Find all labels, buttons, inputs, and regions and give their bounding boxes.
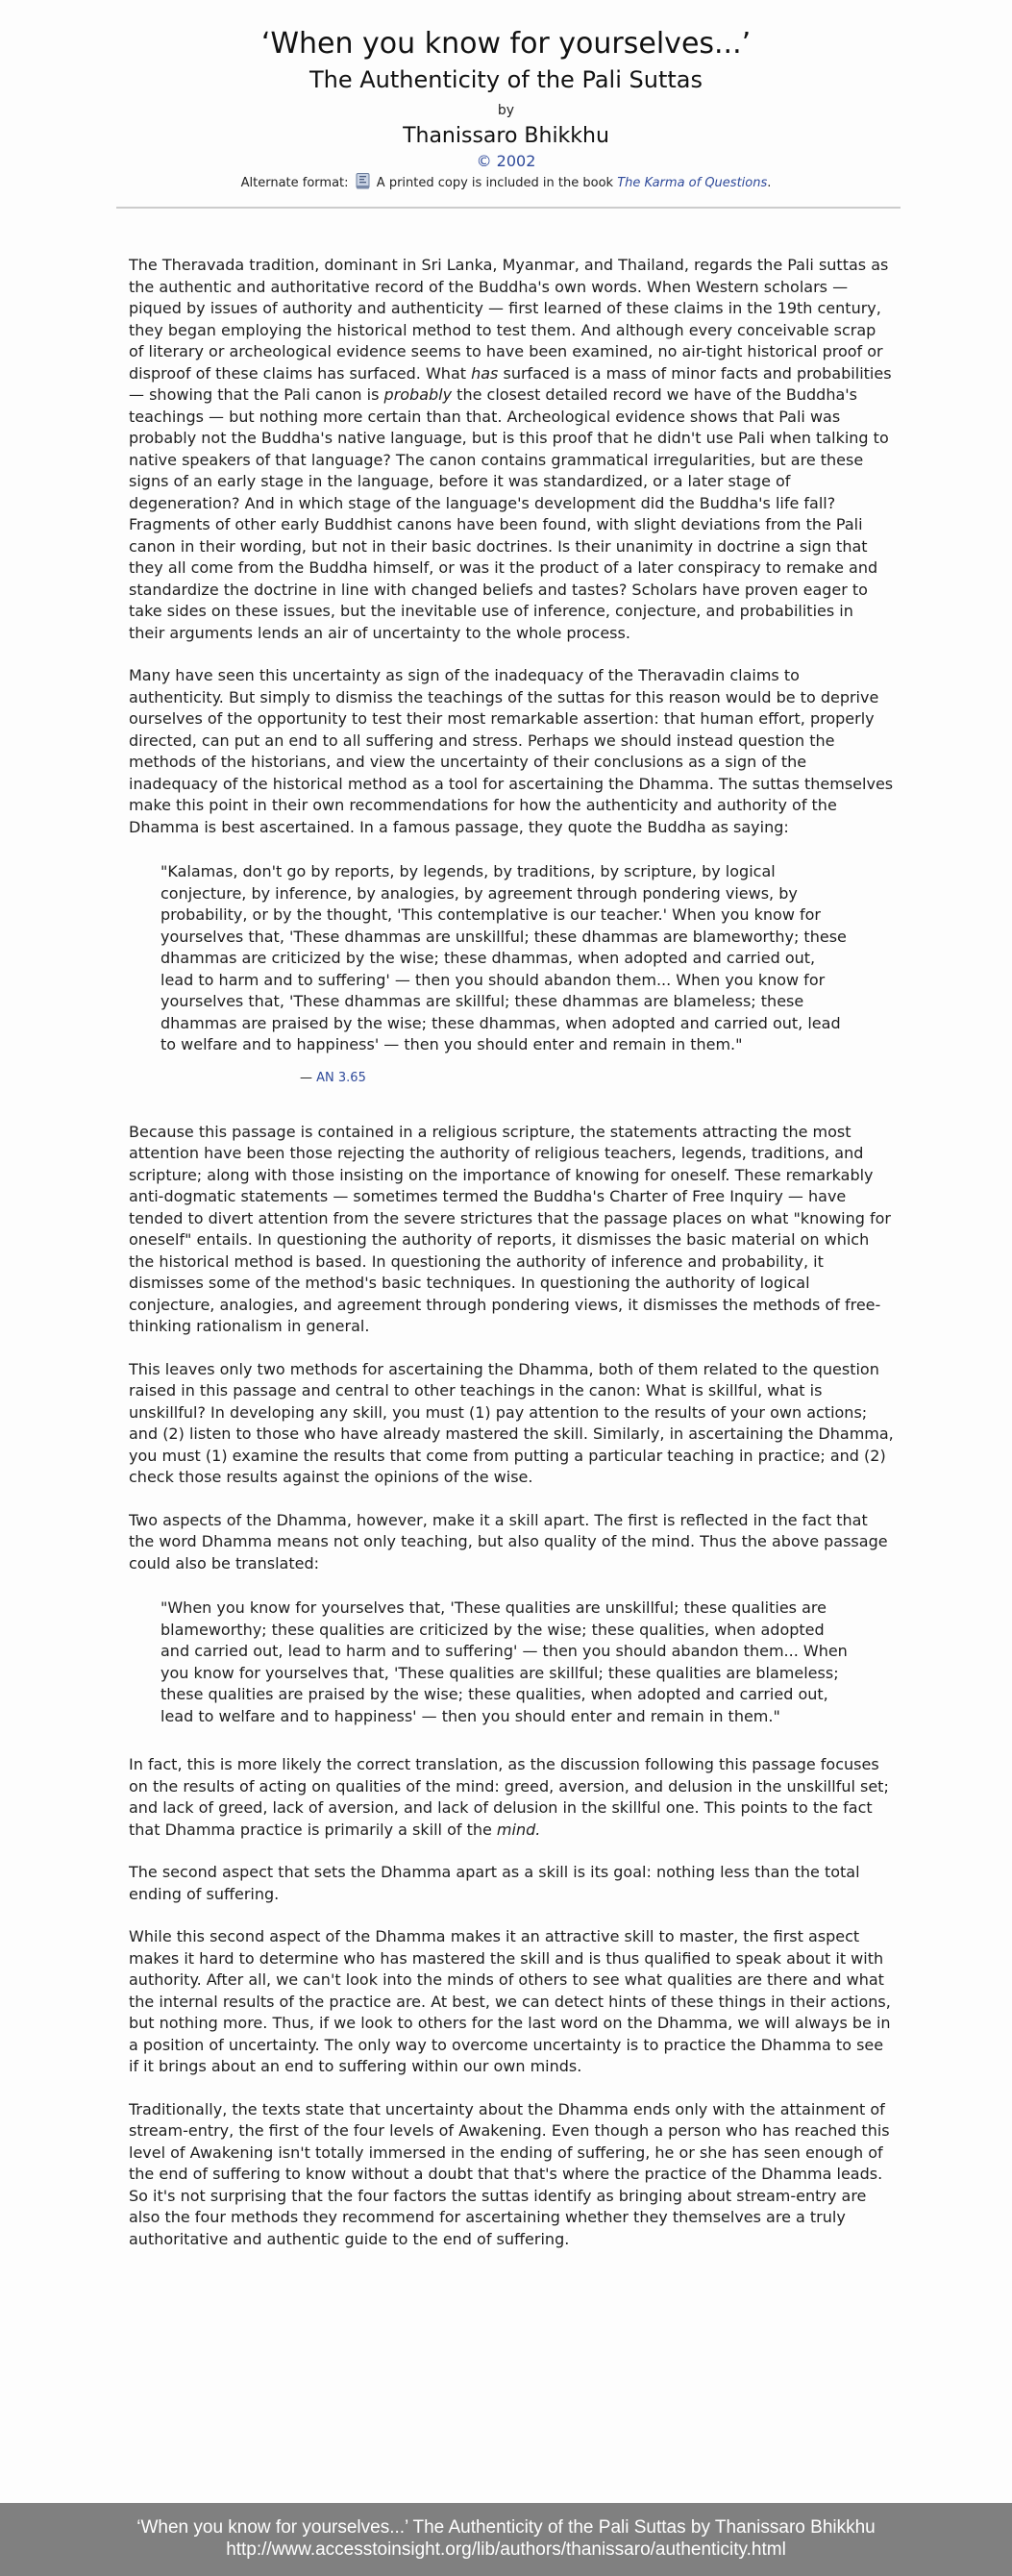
qualities-quote-text: "When you know for yourselves that, 'These qualities are unskillful; these qualities are blameworthy; these qualities are criticized by the wise; these qualities, when adopted and carried out, lead to harm and to suffering' — then you should abandon them... When you know for yourselves that, 'These qualities are skillful; these qualities are blameless; these qualities are praised by the wise; these qualities, when adopted and carried out, lead to welfare and to happiness' — then you should enter and remain in them." [160, 1598, 848, 1725]
paragraph-9: Traditionally, the texts state that uncertainty about the Dhamma ends only with the attainment of stream-entry, the first of the four levels of Awakening. Even though a person who has reached this level of Awakening isn't totally immersed in the ending of suffering, he or she has seen enough of the end of suffering to know without a doubt that that's where the practice of the Dhamma leads. So it's not surprising that the four factors the suttas identify as bringing about stream-entry are also the four methods they recommend for ascertaining whether they themselves are a truly authoritative and authentic guide to the end of suffering. [129, 2099, 890, 2248]
paragraph-1-text-a: The Theravada tradition, dominant in Sri Lanka, Myanmar, and Thailand, regards the Pali suttas as the authentic and authoritative record of the Buddha's own words. When Western scholars — piqued by issues of authority and authenticity — first learned of these claims in the 19th century, they began employing the historical method to test them. And although every conceivable scrap of literary or archeological evidence seems to have been examined, no air-tight historical proof or disproof of these claims has surfaced. What [129, 256, 889, 383]
author-name: Thanissaro Bhikkhu [403, 124, 609, 148]
copyright-text[interactable]: © 2002 [476, 152, 536, 170]
paragraph-1-text-b: surfaced is a mass of minor facts and probabilities — showing that the Pali canon is [129, 363, 892, 404]
paragraph-1-text-c: the closest detailed record we have of the Buddha's teachings — but nothing more certain than that. Archeological evidence shows that Pali was probably not the Buddha's native language, but is this proof that he didn't use Pali when talking to native speakers of that language? The canon contains grammatical irregularities, but are these signs of an early stage in the language, before it was standardized, or a later stage of degeneration? And in which stage of the language's development did the Buddha's life fall? Fragments of other early Buddhist canons have been found, with slight deviations from the Pali canon in their wording, but not in their basic doctrines. Is their unanimity in doctrine a sign that they all come from the Buddha himself, or was it the product of a later conspiracy to remake and standardize the doctrine in line with changed beliefs and tastes? Scholars have proven eager to take sides on these issues, but the inevitable use of inference, conjecture, and probabilities in their arguments lends an air of uncertainty to the whole process. [129, 385, 889, 642]
footer-title: ‘When you know for yourselves...’ The Authenticity of the Pali Suttas by Thanissaro Bhikkhu [136, 2517, 876, 2538]
alternate-format [0, 173, 1012, 192]
book-title-suffix: . [767, 176, 772, 190]
emphasis-has: has [471, 363, 499, 383]
citation-link-an-3-65[interactable]: AN 3.65 [316, 1070, 366, 1085]
paragraph-3: Because this passage is contained in a religious scripture, the statements attracting the most attention have been those rejecting the authority of religious teachers, legends, traditions, and scripture; along with those insisting on the importance of knowing for oneself. These remarkably anti-dogmatic statements — sometimes termed the Buddha's Charter of Free Inquiry — have tended to divert attention from the severe strictures that the passage places on what "knowing for oneself" entails. In questioning the authority of reports, it dismisses the basic material on which the historical method is based. In questioning the authority of inference and probability, it dismisses some of the method's basic techniques. In questioning the authority of logical conjecture, analogies, and agreement through pondering views, it dismisses the methods of free-thinking rationalism in general. [129, 1122, 892, 1335]
byline-by: by [497, 103, 515, 118]
book-icon[interactable] [356, 173, 370, 189]
paragraph-2: Many have seen this uncertainty as sign of the inadequacy of the Theravadin claims to authenticity. But simply to dismiss the teachings of the suttas for this reason would be to deprive ourselves of the opportunity to test their most remarkable assertion: that human effort, properly directed, can put an end to all suffering and stress. Perhaps we should instead question the methods of the historians, and view the uncertainty of their conclusions as a sign of the inadequacy of the historical method as a tool for ascertaining the Dhamma. The suttas themselves make this point in their own recommendations for how the authenticity and authority of the Dhamma is best ascertained. In a famous passage, they quote the Buddha as saying: [129, 666, 894, 836]
kalama-quote-text: "Kalamas, don't go by reports, by legends, by traditions, by scripture, by logical conjecture, by inference, by analogies, by agreement through pondering views, by probability, or by the thought, 'This contemplative is our teacher.' When you know for yourselves that, 'These dhammas are unskillful; these dhammas are blameworthy; these dhammas are criticized by the wise; these dhammas, when adopted and carried out, lead to harm and to suffering' — then you should abandon them... When you know for yourselves that, 'These dhammas are skillful; these dhammas are blameless; these dhammas are praised by the wise; these dhammas, when adopted and carried out, lead to welfare and to happiness' — then you should enter and remain in them." [160, 862, 847, 1053]
page-title: ‘When you know for yourselves...’ [260, 27, 752, 61]
book-title-link[interactable]: The Karma of Questions [617, 176, 768, 190]
paragraph-4: This leaves only two methods for ascertaining the Dhamma, both of them related to the question raised in this passage and central to other teachings in the canon: What is skillful, what is unskillful? In developing any skill, you must (1) pay attention to the results of your own actions; and (2) listen to those who have already mastered the skill. Similarly, in ascertaining the Dhamma, you must (1) examine the results that come from putting a particular teaching in practice; and (2) check those results against the opinions of the wise. [129, 1359, 894, 1486]
paragraph-6 [129, 1754, 894, 1841]
paragraph-6-text: In fact, this is more likely the correct translation, as the discussion following this passage focuses on the results of acting on qualities of the mind: greed, aversion, and delusion in the unskillful set; and lack of greed, lack of aversion, and lack of delusion in the skillful one. This points to the fact that Dhamma practice is primarily a skill of the [129, 1755, 889, 1839]
footer-url: http://www.accesstoinsight.org/lib/authors/thanissaro/authenticity.html [226, 2539, 786, 2560]
kalama-quote [160, 859, 852, 1056]
emphasis-probably: probably [383, 385, 453, 404]
print-footer [0, 2503, 1012, 2576]
citation-dash: — [300, 1070, 317, 1085]
printed-copy-text: A printed copy is included in the book [376, 176, 614, 190]
paragraph-5: Two aspects of the Dhamma, however, make it a skill apart. The first is reflected in the fact that the word Dhamma means not only teaching, but also quality of the mind. Thus the above passage could also be translated: [129, 1510, 888, 1573]
qualities-quote [160, 1596, 852, 1727]
paragraph-7: The second aspect that sets the Dhamma apart as a skill is its goal: nothing less than the total ending of suffering. [129, 1863, 860, 1903]
page-subtitle: The Authenticity of the Pali Suttas [309, 66, 703, 93]
article-header [0, 0, 1012, 209]
paragraph-8: While this second aspect of the Dhamma makes it an attractive skill to master, the first aspect makes it hard to determine who has mastered the skill and is thus qualified to speak about it with authority. After all, we can't look into the minds of others to see what qualities are there and what the internal results of the practice are. At best, we can detect hints of these things in their actions, but nothing more. Thus, if we look to others for the last word on the Dhamma, we will always be in a position of uncertainty. The only way to overcome uncertainty is to practice the Dhamma to see if it brings about an end to suffering within our own minds. [129, 1927, 891, 2075]
alternate-format-label: Alternate format: [240, 176, 349, 190]
article-body [129, 209, 894, 2250]
emphasis-mind: mind. [496, 1820, 541, 1839]
copyright-link[interactable] [0, 152, 1012, 171]
paragraph-1 [129, 255, 894, 644]
citation [300, 1070, 894, 1087]
